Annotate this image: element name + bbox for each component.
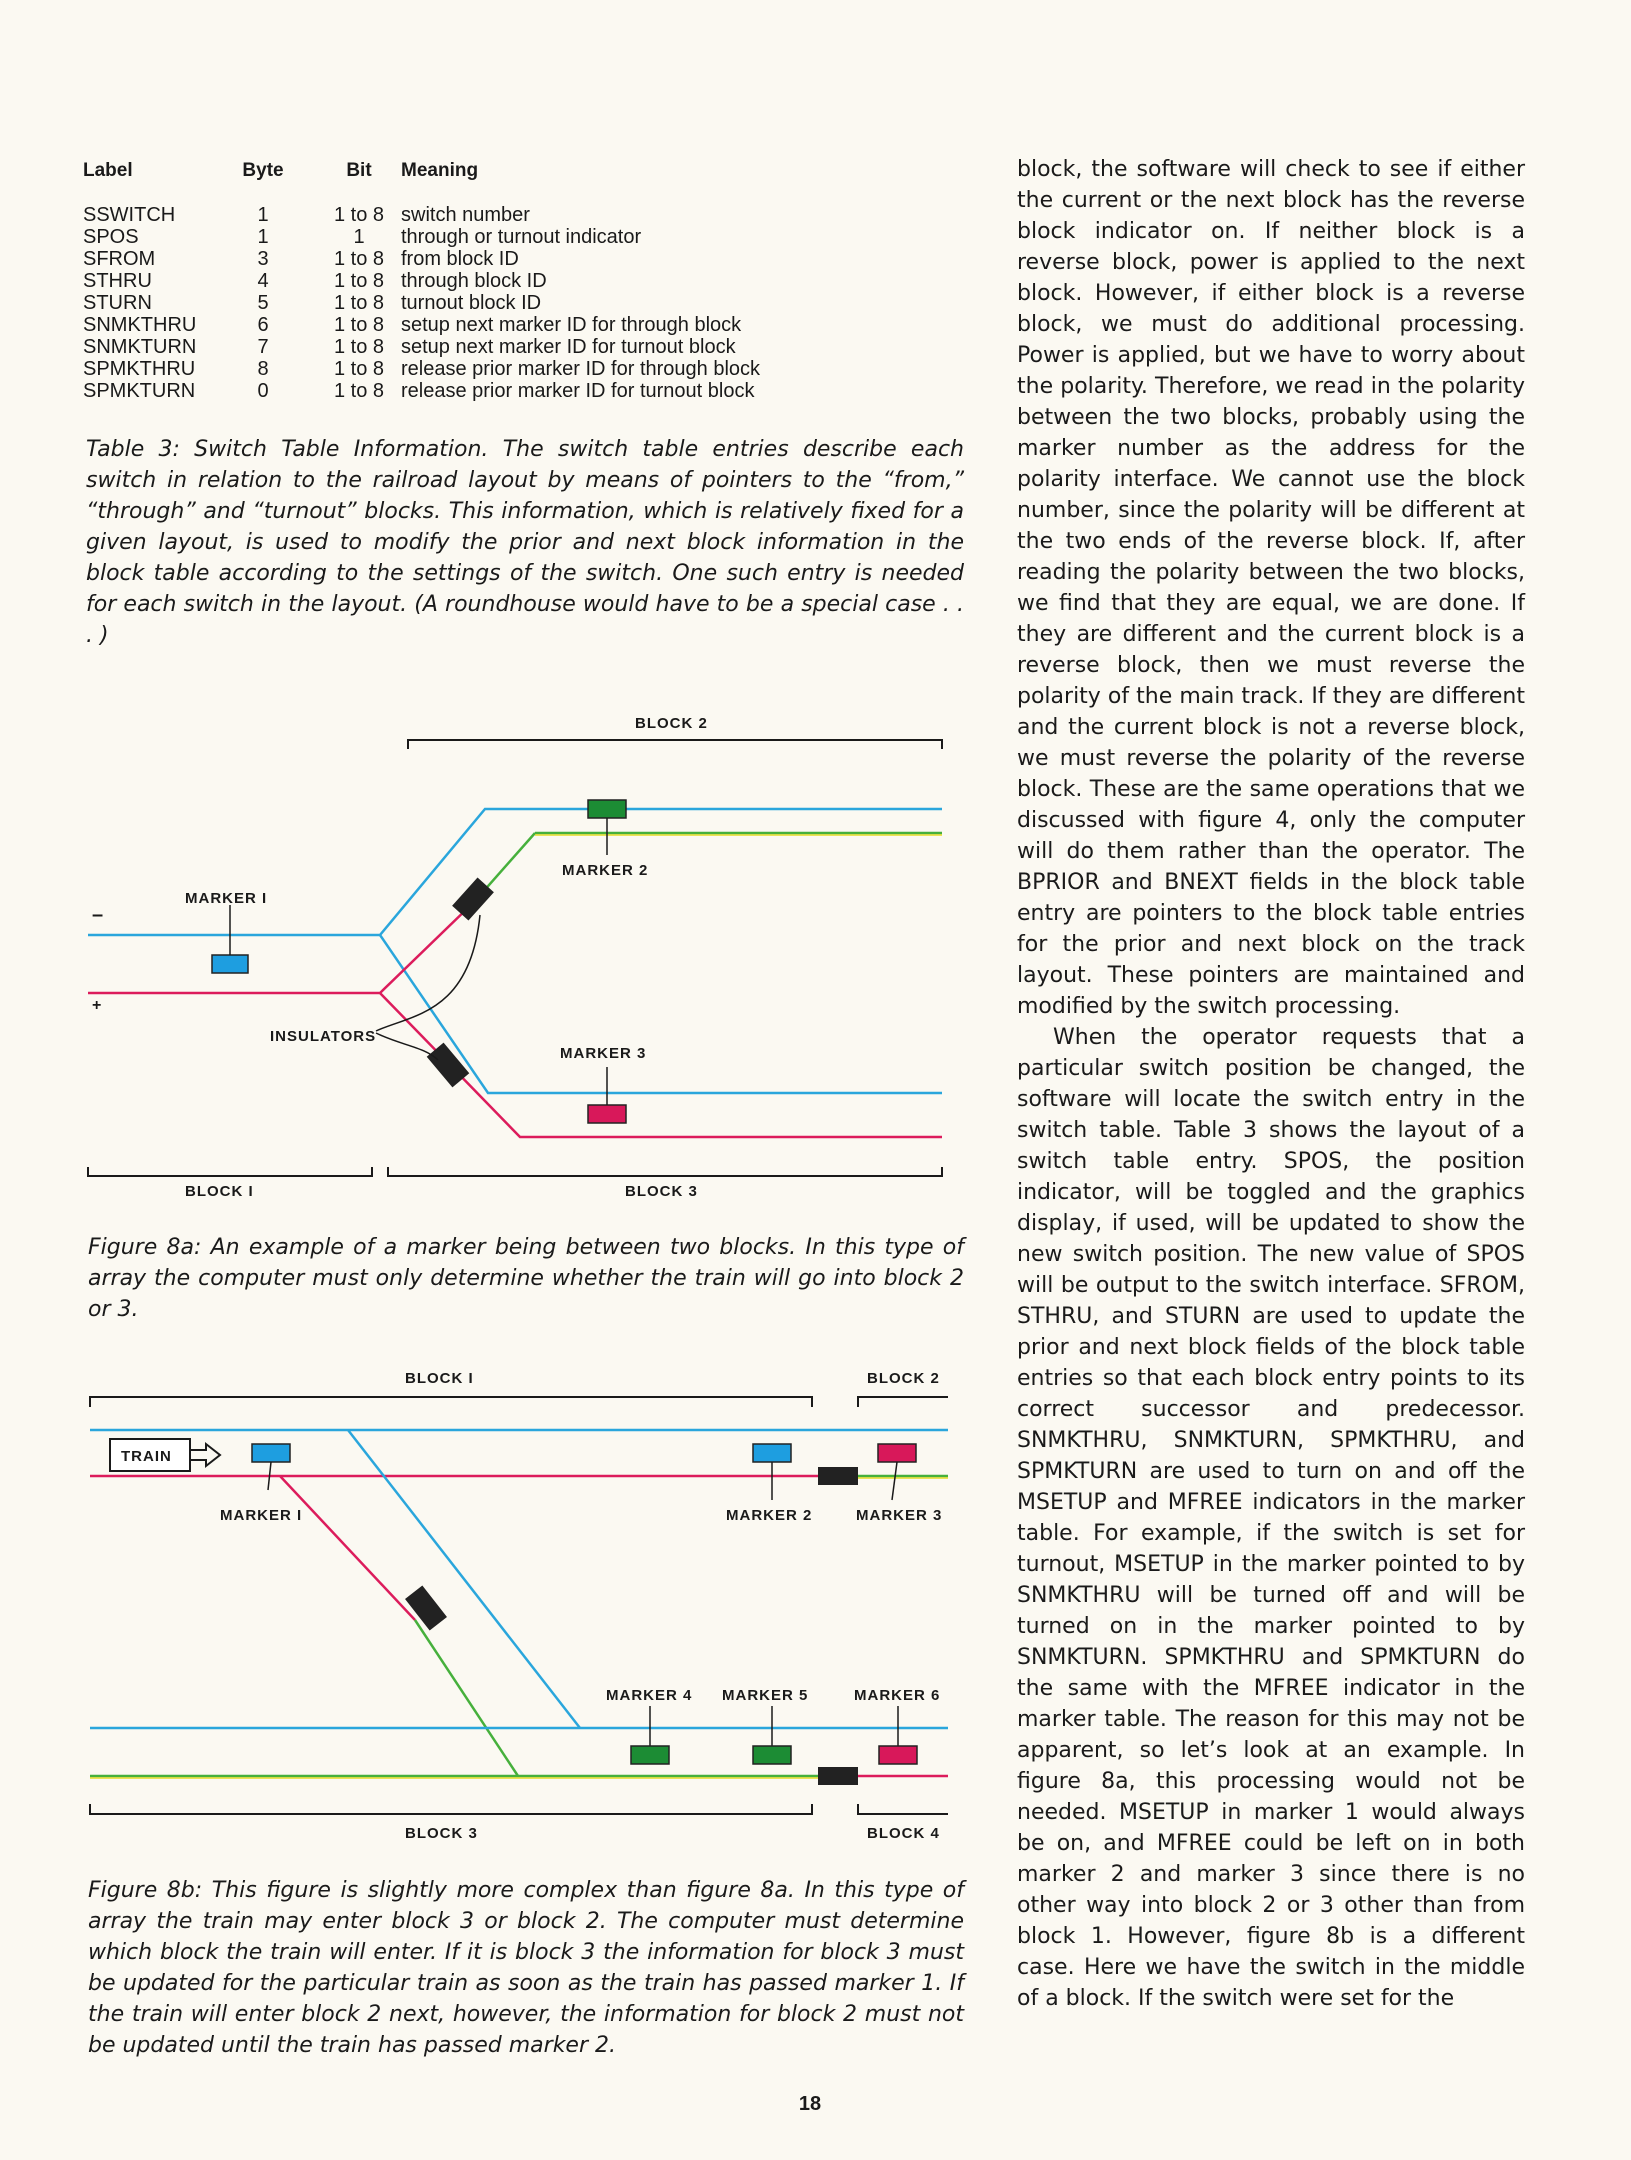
marker1-block	[252, 1444, 290, 1462]
row-meaning: through or turnout indicator	[401, 226, 642, 248]
row-meaning: release prior marker ID for turnout block	[401, 380, 755, 402]
marker3-block	[878, 1444, 916, 1462]
figure-8b-caption: Figure 8b: This figure is slightly more complex than figure 8a. In this type of array the train may enter block 3 or block 2. The computer must determine which block the train will enter. If it is block 3 the information for block 3 must be updated for the particular train as soon as the train has passed marker 1. If the train will enter block 2 next, however, the information for block 2 must not be updated until the train has passed marker 2.	[88, 1878, 964, 2058]
row-byte: 0	[257, 380, 269, 402]
marker2-label: MARKER 2	[726, 1507, 813, 1524]
marker2-block	[588, 800, 626, 818]
row-byte: 1	[257, 204, 269, 226]
marker1-block	[212, 955, 248, 973]
marker2-block	[753, 1444, 791, 1462]
row-byte: 4	[257, 270, 269, 292]
insulator-bottom	[818, 1767, 858, 1785]
marker4-block	[631, 1746, 669, 1764]
marker3-label: MARKER 3	[856, 1507, 943, 1524]
row-label: SNMKTURN	[83, 336, 197, 358]
body-text-column	[1017, 154, 1525, 2014]
row-byte: 5	[257, 292, 269, 314]
figure-8b-diagram	[80, 1364, 960, 1854]
marker3-block	[588, 1105, 626, 1123]
header-label: Label	[83, 160, 133, 181]
header-byte: Byte	[242, 160, 284, 181]
block1-bracket	[90, 1397, 812, 1407]
table-row	[83, 292, 963, 314]
marker3-pointer	[892, 1462, 897, 1500]
row-meaning: from block ID	[401, 248, 519, 270]
marker6-block	[879, 1746, 917, 1764]
row-meaning: through block ID	[401, 270, 547, 292]
row-label: SFROM	[83, 248, 156, 270]
figure-8a-diagram	[80, 715, 960, 1205]
row-meaning: turnout block ID	[401, 292, 542, 314]
block3-bracket	[90, 1804, 812, 1814]
block1-bracket	[88, 1167, 372, 1176]
row-byte: 1	[257, 226, 269, 248]
row-label: STURN	[83, 292, 152, 314]
row-label: SNMKTHRU	[83, 314, 197, 336]
row-bit: 1 to 8	[333, 358, 385, 380]
plus-sign: +	[92, 997, 103, 1014]
row-byte: 7	[257, 336, 269, 358]
train-label: TRAIN	[121, 1448, 172, 1465]
minus-sign: –	[92, 904, 105, 926]
red-rail-lower	[380, 993, 942, 1137]
block2-label: BLOCK 2	[635, 715, 708, 732]
block3-label: BLOCK 3	[405, 1825, 478, 1842]
block3-bracket	[388, 1167, 942, 1176]
row-label: SSWITCH	[83, 204, 176, 226]
body-paragraph: When the operator requests that a particular switch position be changed, the software will locate the switch entry in the switch table. Table 3 shows the layout of a switch table entry. SPOS, the position indicator, will be toggled and the graphics display, if used, will be updated to show the new switch position. The new value of SPOS will be output to the switch interface. SFROM, STHRU, and STURN are used to update the prior and next block fields of the block table entries so that each block entry points to its correct successor and predecessor. SNMKTHRU, SNMKTURN, SPMKTHRU, and SPMKTURN are used to turn on and off the MSETUP and MFREE indicators in the marker table. For example, if the switch is set for turnout, MSETUP in the marker pointed to by SNMKTHRU will be turned off and will be turned on in the marker pointed to by SNMKTURN. SPMKTHRU and SPMKTURN do the same with the MFREE indicator in the marker table. The reason for this may not be apparent, so let’s look at an example. In figure 8a, this processing would not be needed. MSETUP in marker 1 would always be on, and MFREE could be left on in both marker 2 and marker 3 since there is no other way into block 2 or 3 other than from block 1. However, figure 8b is a different case. Here we have the switch in the middle of a block. If the switch were set for the	[1017, 1025, 1525, 2011]
table-row	[83, 358, 963, 380]
table-row	[83, 270, 963, 292]
marker2-label: MARKER 2	[562, 862, 649, 879]
red-rail-diagonal	[280, 1476, 415, 1620]
row-label: SPMKTURN	[83, 380, 196, 402]
body-paragraph: block, the software will check to see if either the current or the next block has the reverse block indicator on. If neither block is a reverse block, power is applied to the next block. However, if either block is a reverse block, we must do additional processing. Power is applied, but we have to worry about the polarity. Therefore, we read in the polarity between the two blocks, probably using the marker number as the address for the polarity interface. We cannot use the block number, since the polarity will be different at the two ends of the reverse block. If, after reading the polarity between the two blocks, we find that they are equal, we are done. If they are different and the current block is a reverse block, then we must reverse the polarity of the main track. If they are different and the current block is not a reverse block, we must reverse the polarity of the reverse block. These are the same operations that we discussed with figure 4, only the computer will do them rather than the operator. The BPRIOR and BNEXT fields in the block table entry are pointers to the block table entries for the prior and next block on the track layout. These pointers are maintained and modified by the switch processing.	[1017, 157, 1525, 1019]
header-bit: Bit	[346, 160, 372, 181]
insulators-label: INSULATORS	[270, 1028, 377, 1045]
block4-label: BLOCK 4	[867, 1825, 940, 1842]
red-rail-diverge	[88, 902, 474, 993]
table3-caption: Table 3: Switch Table Information. The switch table entries describe each switch in relation to the railroad layout by means of pointers to the “from,” “through” and “turnout” blocks. This information, which is relatively fixed for a given layout, is used to modify the prior and next block information in the block table according to the settings of the switch. One such entry is needed for each switch in the layout. (A roundhouse would have to be a special case . . . )	[86, 437, 964, 648]
page-number: 18	[798, 2093, 822, 2115]
block3-label: BLOCK 3	[625, 1183, 698, 1200]
blue-rail-upper	[88, 809, 942, 935]
block4-bracket	[858, 1804, 948, 1814]
row-bit: 1 to 8	[333, 380, 385, 402]
row-bit: 1	[353, 226, 365, 248]
table-row	[83, 314, 963, 336]
row-byte: 6	[257, 314, 269, 336]
marker6-label: MARKER 6	[854, 1687, 941, 1704]
row-meaning: switch number	[401, 204, 530, 226]
row-label: SPMKTHRU	[83, 358, 196, 380]
marker1-label: MARKER I	[185, 890, 268, 907]
table-row	[83, 226, 963, 248]
block2-label: BLOCK 2	[867, 1370, 940, 1387]
row-bit: 1 to 8	[333, 314, 385, 336]
block1-label: BLOCK I	[405, 1370, 474, 1387]
row-meaning: setup next marker ID for through block	[401, 314, 742, 336]
table-row	[83, 204, 963, 226]
marker5-block	[753, 1746, 791, 1764]
row-bit: 1 to 8	[333, 270, 385, 292]
switch-table	[83, 160, 963, 402]
table-row	[83, 336, 963, 358]
row-bit: 1 to 8	[333, 248, 385, 270]
row-label: STHRU	[83, 270, 152, 292]
row-meaning: release prior marker ID for through block	[401, 358, 761, 380]
row-meaning: setup next marker ID for turnout block	[401, 336, 736, 358]
marker5-label: MARKER 5	[722, 1687, 809, 1704]
block2-bracket	[858, 1397, 948, 1407]
table-row	[83, 380, 963, 402]
row-label: SPOS	[83, 226, 139, 248]
table-header	[83, 160, 963, 182]
block2-bracket	[408, 740, 942, 749]
insulator-diagonal	[405, 1585, 447, 1630]
blue-rail-diagonal	[348, 1430, 580, 1728]
row-bit: 1 to 8	[333, 336, 385, 358]
figure-8a-caption: Figure 8a: An example of a marker being between two blocks. In this type of array the computer must only determine whether the train will go into block 2 or 3.	[88, 1235, 964, 1322]
table-row	[83, 248, 963, 270]
insulator-top	[818, 1467, 858, 1485]
row-byte: 3	[257, 248, 269, 270]
marker1-label: MARKER I	[220, 1507, 303, 1524]
green-rail-diagonal	[415, 1620, 518, 1776]
marker4-label: MARKER 4	[606, 1687, 693, 1704]
row-bit: 1 to 8	[333, 204, 385, 226]
insulator-upper	[452, 878, 494, 921]
row-byte: 8	[257, 358, 269, 380]
block1-label: BLOCK I	[185, 1183, 254, 1200]
header-meaning: Meaning	[401, 160, 479, 181]
insulator-pointer-upper	[376, 915, 480, 1031]
train-arrow-icon	[190, 1444, 220, 1466]
row-bit: 1 to 8	[333, 292, 385, 314]
marker3-label: MARKER 3	[560, 1045, 647, 1062]
